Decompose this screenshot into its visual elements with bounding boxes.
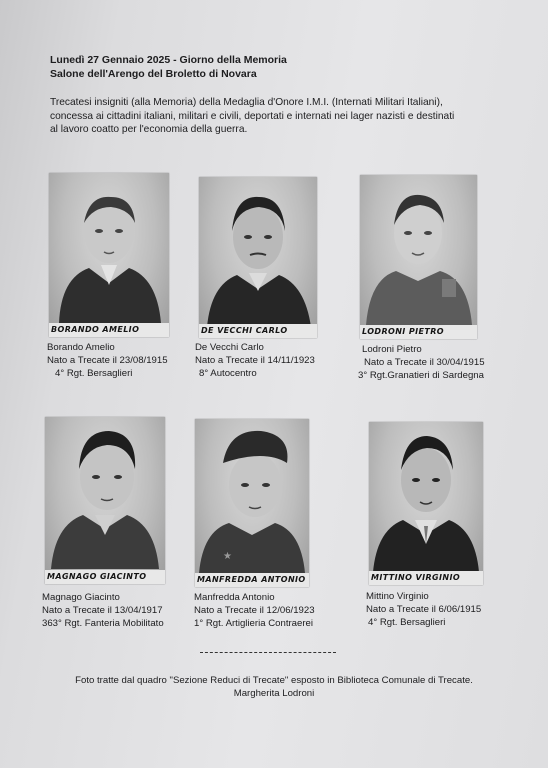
person-name: Magnago Giacinto (42, 592, 120, 603)
intro-line: al lavoro coatto per l'economia della guerra. (50, 124, 248, 135)
name-plate: MAGNAGO GIACINTO (45, 570, 165, 584)
dashed-divider (200, 652, 336, 653)
footer-author: Margherita Lodroni (233, 688, 315, 699)
person-name: Borando Amelio (47, 342, 115, 353)
person-caption (366, 590, 481, 629)
portrait-photo (369, 422, 483, 585)
portrait-photo (45, 417, 165, 584)
person-birth: Nato a Trecate il 30/04/1915 (364, 357, 485, 368)
portrait-silhouette (195, 419, 309, 587)
portrait-silhouette (360, 175, 477, 339)
person-caption (47, 341, 168, 380)
person-birth: Nato a Trecate il 23/08/1915 (47, 355, 168, 366)
person-name: Mittino Virginio (366, 591, 429, 602)
person-name: Lodroni Pietro (362, 344, 422, 355)
name-plate: MANFREDDA ANTONIO (195, 573, 309, 587)
person-birth: Nato a Trecate il 13/04/1917 (42, 605, 163, 616)
person-unit: 1° Rgt. Artiglieria Contraerei (194, 618, 314, 629)
portrait-photo (49, 173, 169, 337)
portrait-silhouette (45, 417, 165, 584)
person-caption (194, 591, 315, 630)
footer-credit: Foto tratte dal quadro "Sezione Reduci di Trecate" esposto in Biblioteca Comunale di Trecate. (75, 675, 473, 686)
person-birth: Nato a Trecate il 12/06/1923 (194, 605, 315, 616)
event-venue: Salone dell'Arengo del Broletto di Novara (50, 68, 257, 80)
portrait-photo (199, 177, 317, 338)
person-birth: Nato a Trecate il 6/06/1915 (366, 604, 482, 615)
portrait-photo (195, 419, 309, 587)
person-unit: 4° Rgt. Bersaglieri (368, 617, 446, 628)
portrait-silhouette (49, 173, 169, 337)
portrait-photo (360, 175, 477, 339)
person-unit: 363° Rgt. Fanteria Mobilitato (42, 618, 164, 629)
person-birth: Nato a Trecate il 14/11/1923 (195, 355, 315, 366)
person-unit: 8° Autocentro (199, 368, 257, 379)
event-date-title: Lunedì 27 Gennaio 2025 - Giorno della Memoria (50, 54, 287, 66)
person-caption (42, 591, 164, 630)
person-name: Manfredda Antonio (194, 592, 275, 603)
person-unit: 3° Rgt.Granatieri di Sardegna (358, 370, 484, 381)
intro-line: concessa ai cittadini italiani, militari e civili, deportati e internati nei lager nazisti e destinati (50, 110, 455, 122)
name-plate: MITTINO VIRGINIO (369, 571, 483, 585)
person-caption (195, 341, 315, 380)
svg-text:★: ★ (223, 551, 232, 562)
event-header (50, 53, 287, 81)
portrait-silhouette (369, 422, 483, 585)
person-unit: 4° Rgt. Bersaglieri (55, 368, 133, 379)
intro-paragraph (50, 96, 506, 137)
person-caption (358, 343, 485, 382)
intro-line: Trecatesi insigniti (alla Memoria) della Medaglia d'Onore I.M.I. (Internati Militari Italiani), (50, 97, 443, 108)
portrait-silhouette (199, 177, 317, 338)
name-plate: DE VECCHI CARLO (199, 324, 317, 338)
person-name: De Vecchi Carlo (195, 342, 264, 353)
name-plate: LODRONI PIETRO (360, 325, 477, 339)
name-plate: BORANDO AMELIO (49, 323, 169, 337)
